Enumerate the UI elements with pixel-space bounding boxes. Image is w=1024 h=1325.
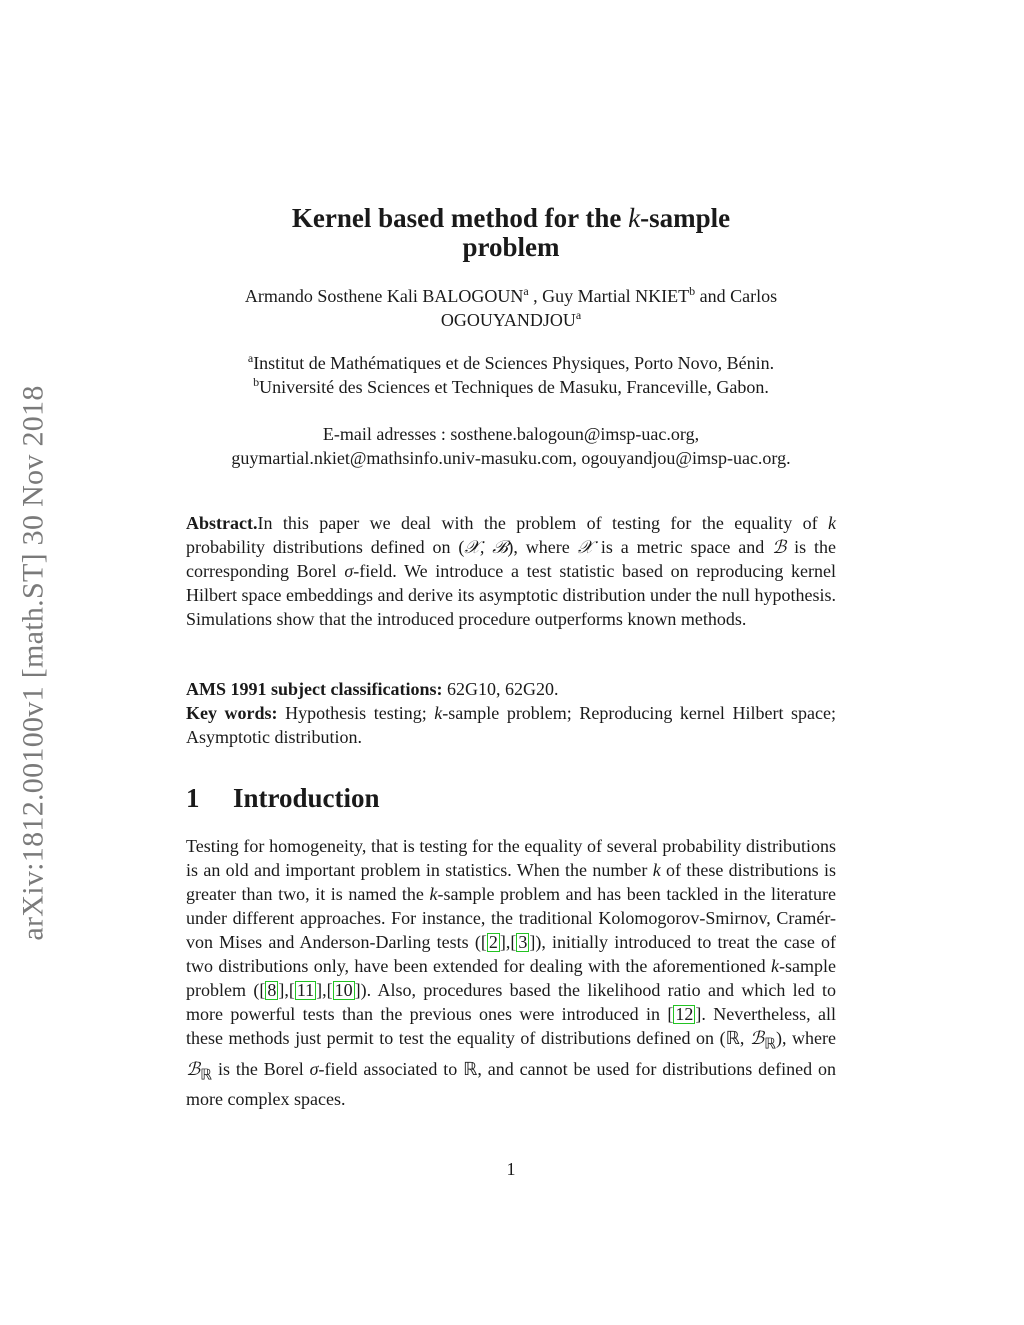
ams-classification: AMS 1991 subject classifications: 62G10, 62G20. [186, 679, 559, 699]
affiliation-b: $^b$Université des Sciences et Techniques de Masuku, Franceville, Gabon. [253, 375, 769, 397]
author-list: Armando Sosthene Kali BALOGOUN$^a$ , Guy Martial NKIET$^b$ and Carlos OGOUYANDJOU$^a$ [244, 284, 778, 330]
page-number: 1 [506, 1159, 516, 1179]
author-balogoun: Armando Sosthene Kali BALOGOUN [244, 286, 524, 306]
citation-link[interactable]: 3 [518, 932, 528, 952]
arxiv-identifier: arXiv:1812.00100v1 [math.ST] 30 Nov 2018 [17, 384, 50, 941]
affiliations [186, 351, 836, 399]
author-ogouyandjou: OGOUYANDJOU [440, 310, 576, 330]
author-nkiet: , Guy Martial NKIET [528, 286, 690, 306]
abstract-label: Abstract. [186, 513, 258, 533]
citation-link[interactable]: 10 [334, 980, 353, 1000]
section-title: Introduction [233, 783, 380, 813]
citation-link[interactable]: 8 [267, 980, 277, 1000]
section-number: 1 [186, 783, 200, 813]
paper-title: Kernel based method for the k-sample problem [291, 203, 731, 262]
keywords: Key words: Hypothesis testing; k-sample problem; Reproducing kernel Hilbert space; Asymptotic distribution. [186, 703, 836, 747]
citation-link[interactable]: 11 [296, 980, 315, 1000]
email-addresses: E-mail adresses : sosthene.balogoun@imsp-uac.org, guymartial.nkiet@mathsinfo.univ-masuku.com, ogouyandjou@imsp-uac.org. [231, 424, 791, 468]
citation-link[interactable]: 12 [675, 1004, 694, 1024]
citation-link[interactable]: 2 [488, 932, 498, 952]
arxiv-side-stamp [14, 0, 54, 1325]
section-heading-introduction [186, 782, 380, 814]
affiliation-a: $^a$Institut de Mathématiques et de Sciences Physiques, Porto Novo, Bénin. [247, 351, 775, 373]
abstract: Abstract.In this paper we deal with the problem of testing for the equality of k probability distributions defined on (𝒳, ℬ), where 𝒳 is a metric space and ℬ is the corresponding Borel σ-field. We introduce a test statistic based on reproducing kernel Hilbert space embeddings and derive its asymptotic distribution under the null hypothesis. Simulations show that the introduced procedure outperforms known methods. [186, 513, 837, 629]
introduction-paragraph: Testing for homogeneity, that is testing for the equality of several probability distributions is an old and important problem in statistics. When the number k of these distributions is greater than two, it is named the k-sample problem and has been tackled in the literature under different approaches. For instance, the traditional Kolomogorov-Smirnov, Cramér-von Mises and Anderson-Darling tests ([ 2 ],[ 3 ]), initially introduced to treat the case of two distributions only, have been extended for dealing with the aforementioned k-sample problem ([ 8 ],[ 11 ],[ 10 ]). Also, procedures based the likelihood ratio and which led to more powerful tests than the previous ones were introduced in [ 12 ]. Nevertheless, all these methods just permit to test the equality of distributions defined on (ℝ, ℬ$_ℝ$), where ℬ$_ℝ$ is the Borel σ-field associated to ℝ, and cannot be used for distributions defined on more complex spaces. [186, 836, 837, 1110]
